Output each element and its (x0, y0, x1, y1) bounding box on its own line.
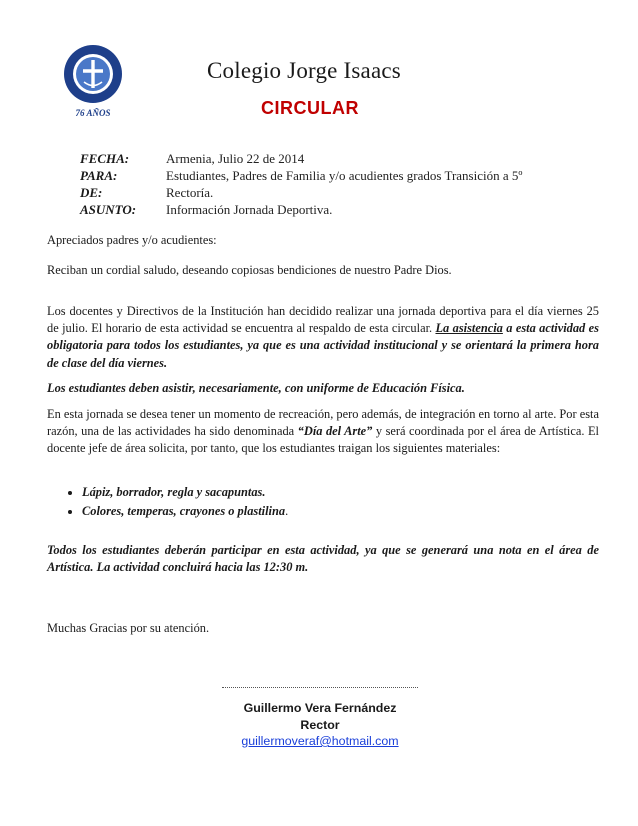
meta-key: PARA: (80, 168, 118, 183)
paragraph-art-day (47, 406, 599, 458)
circular-meta (80, 150, 522, 218)
meta-row-from (80, 184, 522, 201)
meta-value: Armenia, Julio 22 de 2014 (166, 151, 305, 166)
list-item (82, 502, 288, 521)
art-day-name: “Día del Arte” (297, 424, 373, 439)
meta-value: Estudiantes, Padres de Familia y/o acudientes grados Transición a 5º (166, 168, 523, 183)
list-item (82, 483, 288, 502)
meta-row-subject (80, 201, 522, 218)
signer-email-link[interactable]: guillermoveraf@hotmail.com (241, 734, 399, 748)
logo-caption: 76 AÑOS (75, 108, 111, 118)
school-logo (62, 44, 124, 120)
paragraph-text: En esta jornada se desea tener un momento de recreación, pero además, de integración en torno al arte. Por esta razón, una de las actividades ha sido denominada (47, 407, 599, 439)
paragraph-text: y será coordinada por el área de Artística. El docente jefe de área solicita, por tanto, que los estudiantes traigan los siguientes materiales: (47, 424, 599, 456)
meta-key: DE: (80, 185, 103, 200)
greeting: Apreciados padres y/o acudientes: (47, 233, 217, 247)
meta-key: FECHA: (80, 151, 130, 166)
meta-row-to (80, 167, 522, 184)
mandatory-attendance-underlined: La asistencia (435, 321, 503, 336)
uniform-notice: Los estudiantes deben asistir, necesariamente, con uniforme de Educación Física. (47, 381, 465, 395)
meta-key: ASUNTO: (80, 202, 137, 217)
signer-name: Guillermo Vera Fernández (243, 701, 397, 715)
participation-note: Todos los estudiantes deberán participar en esta actividad, ya que se generará una nota en el área de Artística. La actividad concluirá hacia las 12:30 m. (47, 543, 599, 575)
meta-value: Rectoría. (166, 185, 214, 200)
signature-line (222, 687, 418, 688)
material-item: Lápiz, borrador, regla y sacapuntas. (82, 485, 266, 499)
paragraph-text: Los docentes y Directivos de la Institución han decidido realizar una jornada deportiva para el día viernes 25 de julio. El horario de esta actividad se encuentra al respaldo de esta circular. (47, 304, 599, 336)
document-type: CIRCULAR (261, 98, 359, 118)
mandatory-attendance-text: a esta actividad es obligatoria para todos los estudiantes, ya que es una actividad institucional y se orientará la primera hora de clase del día viernes. (47, 321, 599, 370)
material-suffix: . (285, 504, 289, 518)
materials-list (47, 483, 288, 521)
school-name: Colegio Jorge Isaacs (207, 58, 401, 83)
material-item: Colores, temperas, crayones o plastilina (82, 504, 286, 518)
meta-value: Información Jornada Deportiva. (166, 202, 333, 217)
signer-role: Rector (300, 717, 340, 732)
paragraph-schedule (47, 303, 599, 372)
signature-block (222, 700, 418, 750)
meta-row-date (80, 150, 522, 167)
thanks: Muchas Gracias por su atención. (47, 621, 210, 635)
salutation: Reciban un cordial saludo, deseando copiosas bendiciones de nuestro Padre Dios. (47, 263, 452, 277)
